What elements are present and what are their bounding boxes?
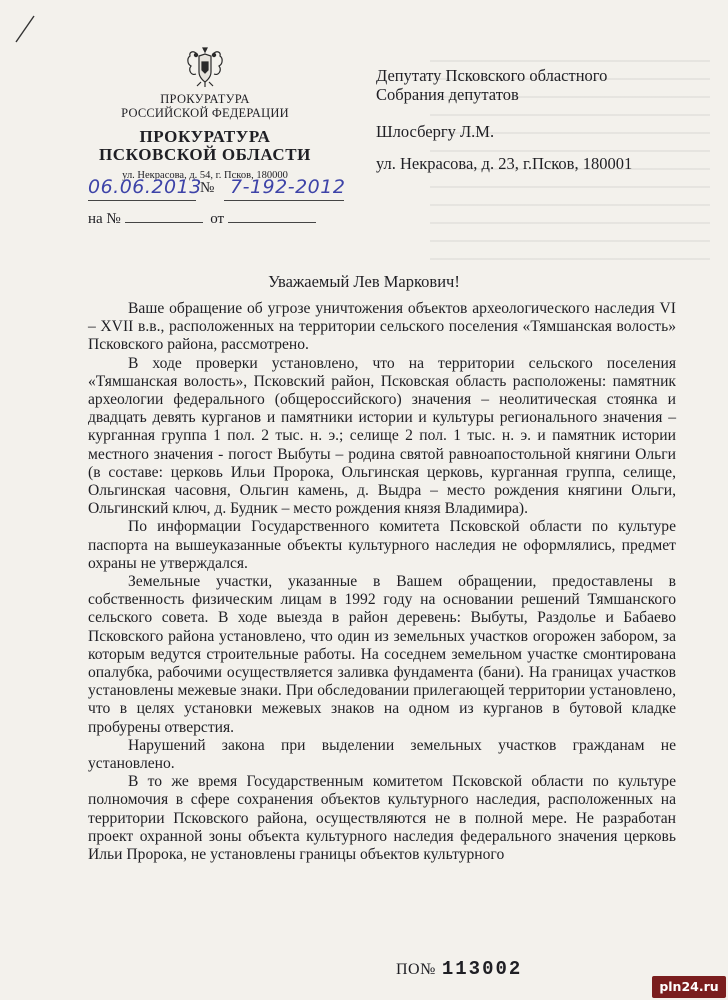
letterhead-title-line1: ПРОКУРАТУРА <box>139 127 271 146</box>
letterhead-title-line2: ПСКОВСКОЙ ОБЛАСТИ <box>98 145 312 164</box>
letterhead <box>80 46 330 182</box>
reference-label: на № <box>88 211 121 227</box>
letter-body <box>88 300 676 864</box>
pen-stroke-mark <box>14 14 36 44</box>
double-headed-eagle-icon <box>183 46 227 88</box>
date-underline <box>88 200 196 201</box>
form-serial-number: 113002 <box>441 958 523 980</box>
reference-row <box>88 208 348 230</box>
reference-date-blank <box>228 208 316 223</box>
body-paragraph: Земельные участки, указанные в Вашем обращении, предоставлены в собственность физическим лицам в 1992 году на основании решений Тямшанского сельского совета. В ходе выезда в район деревень: Выбуты, Раздолье и Бабаево Псковского района установлено, что один из земельных участков огорожен забором, за которым ведутся строительные работы. На соседнем земельном участке смонтирована опалубка, рабочими осуществляется заливка фундамента (бани). На границах участков установлены межевые знаки. При обследовании прилегающей территории установлено, что в целях установки межевых знаков на одном из курганов в бутовой кладке пробурены отверстия. <box>88 573 676 736</box>
reference-number-blank <box>125 208 203 223</box>
number-underline <box>224 200 344 201</box>
addressee-block <box>376 66 706 173</box>
letterhead-org-line2: РОССИЙСКОЙ ФЕДЕРАЦИИ <box>121 106 289 120</box>
addressee-line2: Собрания депутатов <box>376 85 519 104</box>
registration-number: 7-192-2012 <box>230 176 346 198</box>
registration-row <box>88 176 348 206</box>
form-serial <box>396 958 522 980</box>
letterhead-address: ул. Некрасова, д. 54, г. Псков, 180000 <box>122 170 288 181</box>
body-paragraph: В ходе проверки установлено, что на территории сельского поселения «Тямшанская волость», Псковский район, Псковская область расположены: памятник археологии федерального (общероссийского) значения – неолитическая стоянка и двадцать девять курганов и памятники истории и культуры регионального значения – курганная группа 1 пол. 2 тыс. н. э.; селище 2 пол. 1 тыс. н. э. и памятник истории местного значения - погост Выбуты – родина святой равноапостольной княгини Ольги (в составе: церковь Ильи Пророка, Ольгинская церковь, курганная группа, селище, Ольгинская часовня, Ольгин камень, д. Выдра – место рождения княгини Ольги, Ольгинский ключ, д. Будник – место рождения князя Владимира). <box>88 354 676 518</box>
registration-date: 06.06.2013 <box>88 176 202 198</box>
body-paragraph: Ваше обращение об угрозе уничтожения объектов археологического наследия VI – XVII в.в., расположенных на территории сельского поселения «Тямшанская волость» Псковского района, рассмотрено. <box>88 300 676 354</box>
addressee-line1: Депутату Псковского областного <box>376 66 608 85</box>
addressee-name: Шлосбергу Л.М. <box>376 122 495 141</box>
body-paragraph: По информации Государственного комитета Псковской области по культуре паспорта на вышеуказанные объекты культурного наследия не оформлялись, предмет охраны не утверждался. <box>88 518 676 572</box>
addressee-address: ул. Некрасова, д. 23, г.Псков, 180001 <box>376 154 633 173</box>
registration-number-label: № <box>200 180 215 196</box>
salutation: Уважаемый Лев Маркович! <box>268 272 460 291</box>
body-paragraph: В то же время Государственным комитетом Псковской области по культуре полномочия в сфере сохранения объектов культурного наследия, расположенных на территории Псковского района, осуществляются не в полной мере. Не разработан проект охранной зоны объекта культурного наследия федерального значения церковь Ильи Пророка, не установлены границы объектов культурного <box>88 773 676 864</box>
body-paragraph: Нарушений закона при выделении земельных участков гражданам не установлено. <box>88 736 676 773</box>
reference-from-label: от <box>210 211 225 227</box>
form-serial-label: ПО№ <box>396 961 436 978</box>
site-watermark: pln24.ru <box>652 976 726 998</box>
letterhead-org-line1: ПРОКУРАТУРА <box>160 92 250 106</box>
